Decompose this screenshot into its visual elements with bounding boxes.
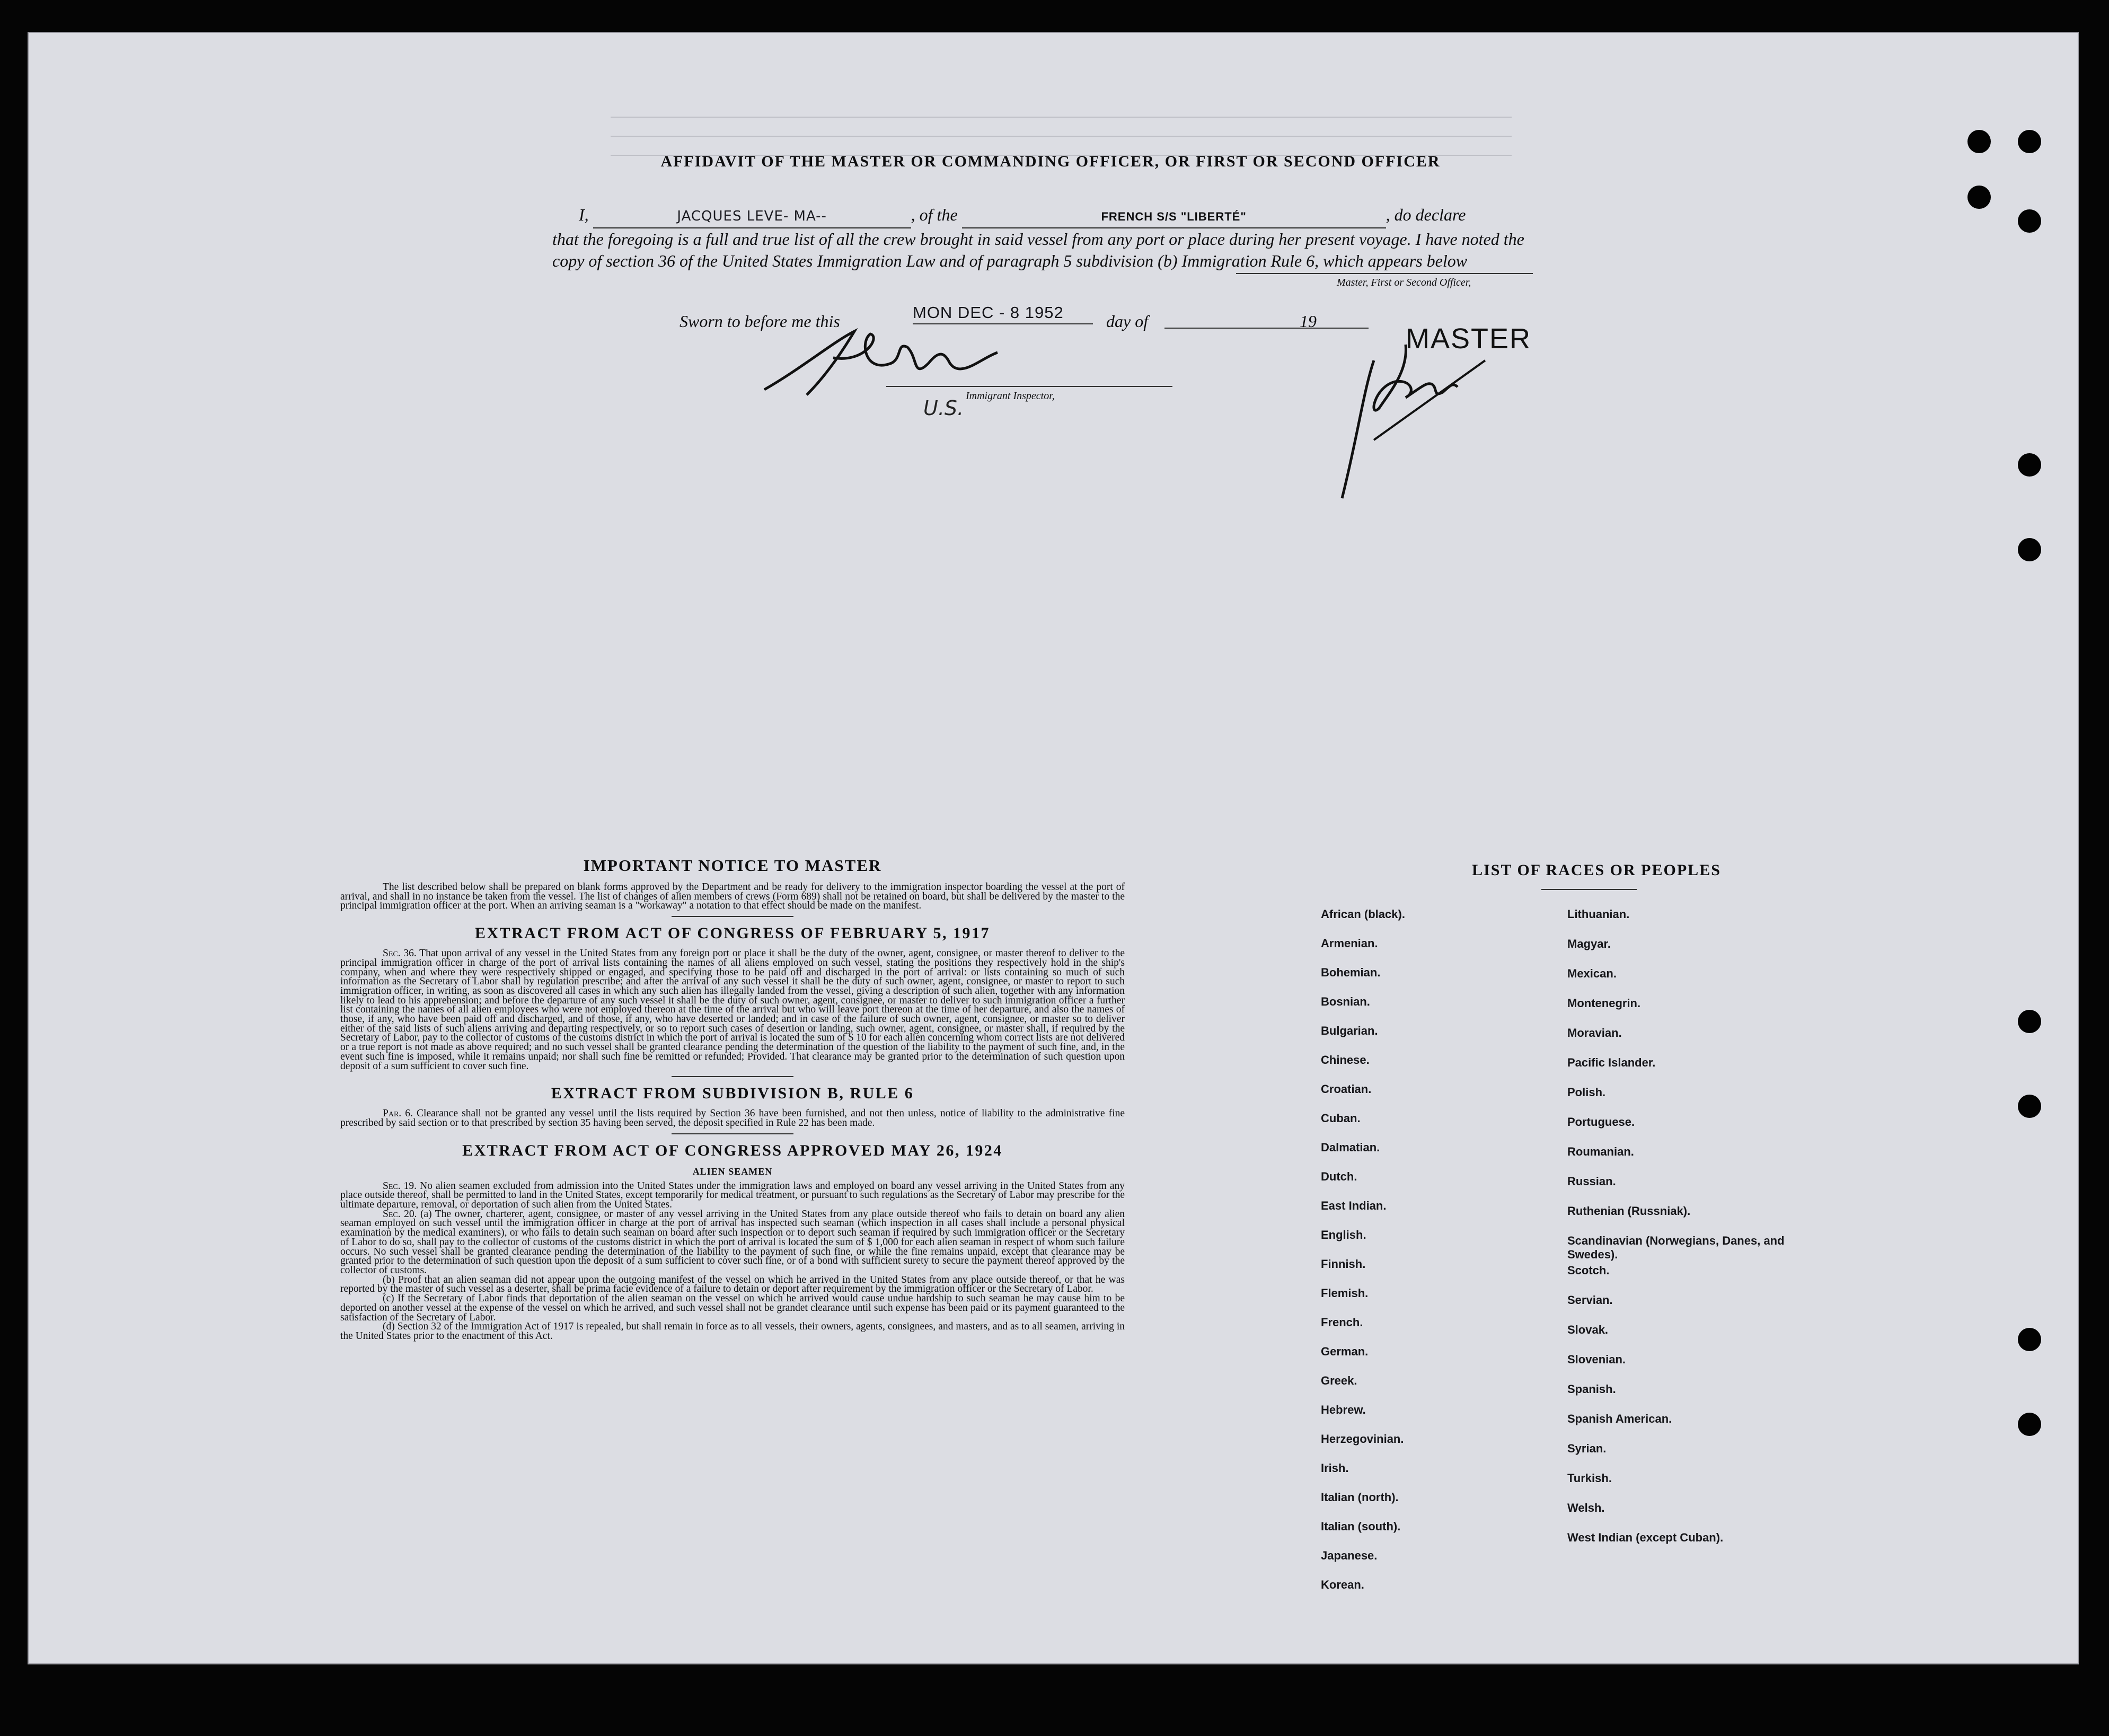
race-item: Scandinavian (Norwegians, Danes, and Swedes). (1567, 1234, 1785, 1261)
declaration-intro: I, (579, 205, 589, 224)
year-line (1321, 328, 1369, 329)
race-item: Welsh. (1567, 1501, 1605, 1514)
section-19-body: No alien seamen excluded from admission into the United States under the immigration laws and employed on board any vessel arriving in the United States from any place outside thereof, shall be permitted to land in the United States, except temporarily for medical treatment, or pursuant to such regulations as the Secretary of Labor may prescribe for the ultimate departure, removal, or deportation of such alien from the United States. (340, 1180, 1125, 1211)
race-item: Japanese. (1321, 1549, 1378, 1562)
bleed-through-line (611, 117, 1512, 118)
notice-title: IMPORTANT NOTICE TO MASTER (583, 856, 882, 875)
race-item: Italian (south). (1321, 1520, 1401, 1533)
divider (672, 1076, 793, 1077)
extract-1924-title: EXTRACT FROM ACT OF CONGRESS APPROVED MAY 26, 1924 (462, 1141, 1003, 1159)
race-item: Dutch. (1321, 1170, 1357, 1183)
affidavit-declaration (552, 204, 1549, 272)
races-list-left (1321, 907, 1405, 1607)
race-item: Italian (north). (1321, 1491, 1399, 1504)
punch-hole (2018, 209, 2041, 233)
race-item: German. (1321, 1345, 1369, 1358)
date-line (913, 323, 1093, 324)
race-item: Slovak. (1567, 1323, 1609, 1336)
race-item: Magyar. (1567, 937, 1611, 950)
rule-6-title: EXTRACT FROM SUBDIVISION B, RULE 6 (551, 1085, 914, 1103)
race-item: English. (1321, 1228, 1366, 1241)
section-20-label: Sec. 20. (383, 1208, 417, 1220)
race-item: Moravian. (1567, 1026, 1622, 1039)
race-item: East Indian. (1321, 1199, 1387, 1212)
master-stamp: MASTER (1406, 323, 1532, 355)
inspector-signature-line (886, 386, 1172, 387)
document-page (28, 32, 2079, 1664)
punch-hole (1967, 130, 1991, 153)
race-item: Spanish American. (1567, 1412, 1672, 1425)
race-item: Turkish. (1567, 1471, 1612, 1485)
section-19-text (340, 1182, 1125, 1210)
race-item: Greek. (1321, 1374, 1357, 1387)
race-item: Chinese. (1321, 1053, 1370, 1067)
race-item: Croatian. (1321, 1082, 1372, 1096)
race-item: Russian. (1567, 1175, 1616, 1188)
race-item: French. (1321, 1316, 1363, 1329)
race-item: Hebrew. (1321, 1403, 1366, 1416)
race-item: Korean. (1321, 1578, 1364, 1591)
race-item: Roumanian. (1567, 1145, 1634, 1158)
punch-hole (2018, 538, 2041, 561)
punch-hole (2018, 1413, 2041, 1436)
race-item: Finnish. (1321, 1257, 1366, 1271)
race-item: Slovenian. (1567, 1353, 1626, 1366)
races-title: LIST OF RACES OR PEOPLES (1472, 861, 1721, 879)
race-item: Scotch. (1567, 1264, 1610, 1277)
section-19-label: Sec. 19. (383, 1180, 417, 1192)
race-item: African (black). (1321, 907, 1405, 921)
section-20a-body: (a) The owner, charterer, agent, consignee, or master of any vessel arriving in the United States from any place outside thereof who fails to detain on board any alien seaman employed on such vessel until the immigration officer in charge at the port of arrival has inspected such seaman (which inspection in all cases shall include a personal physical examination by the medical examiners), or who fails to detain such seaman on board after such inspection or to deport such seaman if required by such immigration officer or the Secretary of Labor to do so, shall pay to the collector of customs of the customs district in which the port of arrival is located the sum of $ 1,000 for each alien seaman in respect of whom such failure occurs. No such vessel shall be granted clearance pending the determination of the liability to the payment of such fine, or while the fine remains unpaid, except that clearance may be granted prior to the determination of such question upon the deposit of a sum sufficient to cover such fine, or of a bond with sufficient surety to secure the payment thereof approved by the collector of customs. (340, 1208, 1125, 1276)
race-item: Spanish. (1567, 1382, 1616, 1396)
inspector-signature (759, 326, 1013, 400)
race-item: West Indian (except Cuban). (1567, 1531, 1724, 1544)
rule-6-text (340, 1109, 1125, 1127)
race-item: Pacific Islander. (1567, 1056, 1656, 1069)
divider (672, 916, 793, 917)
section-36-label: Sec. 36. (383, 948, 417, 959)
races-divider (1541, 889, 1637, 890)
race-item: Portuguese. (1567, 1115, 1635, 1129)
punch-hole (1967, 186, 1991, 209)
extract-1917-text (340, 949, 1125, 1071)
section-20d-text: (d) Section 32 of the Immigration Act of 1917 is repealed, but shall remain in force as to all vessels, their owners, agents, consignees, and masters, and as to all seamen, arriving in the United States prior to the enactment of this Act. (340, 1321, 1125, 1342)
race-item: Dalmatian. (1321, 1141, 1380, 1154)
paragraph-6-label: Par. 6. (383, 1108, 413, 1120)
race-item: Flemish. (1321, 1286, 1369, 1300)
race-item: Syrian. (1567, 1442, 1607, 1455)
section-20b-text: (b) Proof that an alien seaman did not appear upon the outgoing manifest of the vessel on which he arrived in the United States from any place outside thereof, or that he was reported by the master of such vessel as a deserter, shall be prima facie evidence of a failure to detain or deport after requirement by the immigration officer or the Secretary of Labor. (340, 1274, 1125, 1295)
races-list-right (1567, 907, 1790, 1561)
sworn-year: 19 (1300, 312, 1317, 331)
race-item: Montenegrin. (1567, 997, 1641, 1010)
sworn-day-of: day of (1106, 312, 1149, 331)
section-20a-text (340, 1210, 1125, 1275)
vessel-name-field: FRENCH S/S "LIBERTÉ" (962, 206, 1386, 228)
section-20c-text: (c) If the Secretary of Labor finds that deportation of the alien seaman on the vessel on which he arrived would cause undue hardship to such seaman he may cause him to be deported on another vessel at the expense of the vessel on which he arrived, and such vessel shall not be grandet clearance until such expense has been paid or its payment guaranteed to the satisfaction of the Secretary of Labor. (340, 1293, 1125, 1323)
inspector-caption: Immigrant Inspector, (966, 390, 1055, 402)
punch-hole (2018, 1010, 2041, 1033)
master-signature (1310, 329, 1512, 504)
race-item: Ruthenian (Russniak). (1567, 1204, 1691, 1218)
race-item: Herzegovinian. (1321, 1432, 1404, 1446)
extract-1917-title: EXTRACT FROM ACT OF CONGRESS OF FEBRUARY 5, 1917 (474, 924, 991, 942)
master-caption: Master, First or Second Officer, (1337, 277, 1471, 288)
race-item: Irish. (1321, 1461, 1349, 1475)
paragraph-6-body: Clearance shall not be granted any vessel until the lists required by Section 36 have been furnished, and not then unless, notice of liability to the administrative fine prescribed by said section or to that prescribed by section 35 having been served, the deposit specified in Rule 22 has been made. (340, 1108, 1125, 1129)
legal-notice-column (340, 856, 1125, 1341)
race-item: Lithuanian. (1567, 907, 1630, 921)
race-item: Polish. (1567, 1086, 1606, 1099)
race-item: Bohemian. (1321, 966, 1381, 979)
notice-text: The list described below shall be prepared on blank forms approved by the Department and be ready for delivery to the immigration inspector boarding the vessel at the port of arrival, and shall in no instance be taken from the vessel. The list of changes of alien members of crews (Form 689) shall not be retained on board, but shall be delivered by the master to the principal immigration officer at the port. When an arriving seaman is a "workaway" a notation to that effect should be made on the manifest. (340, 882, 1125, 912)
inspector-mark: U.S. (923, 396, 964, 420)
punch-hole (2018, 1095, 2041, 1118)
bleed-through-line (611, 136, 1512, 137)
race-item: Servian. (1567, 1293, 1613, 1307)
divider (672, 1133, 793, 1134)
alien-seamen-subtitle: ALIEN SEAMEN (692, 1166, 773, 1177)
race-item: Armenian. (1321, 937, 1378, 950)
of-the-label: , of the (911, 205, 958, 224)
declaration-body: that the foregoing is a full and true list of all the crew brought in said vessel from any port or place during her present voyage. I have noted the copy of section 36 of the United States Immigration Law and of paragraph 5 subdivision (b) Immigration Rule 6, which appears below (552, 230, 1524, 270)
affidavit-title: AFFIDAVIT OF THE MASTER OR COMMANDING OFFICER, OR FIRST OR SECOND OFFICER (660, 153, 1441, 170)
sworn-prefix: Sworn to before me this (680, 312, 840, 331)
section-36-body: That upon arrival of any vessel in the United States from any foreign port or place it shall be the duty of the owner, agent, consignee, or master thereof to deliver to the principal immigration officer in charge of the port of arrival lists containing the names of all aliens employed on such vessel, stating the positions they respectively hold in the ship's company, when and where they were respectively shipped or engaged, and specifying those to be paid off and discharged in the port of arrival: or lists containing so much of such information as the Secretary of Labor shall by regulation prescribe; and after the arrival of any such vessel it shall be the duty of such owner, agent, consignee, or master to report to such immigration officer, in writing, as soon as discovered all cases in which any such alien has illegally landed from the vessel, giving a description of such alien, together with any information likely to lead to his apprehension; and before the departure of any such vessel it shall be the duty of such owner, agent, consignee, or master to deliver to such immigration officer a further list containing the names of all alien employees who were not employed thereon at the time of the arrival but who will leave port thereon at the time of her departure, and also the names of those, if any, who have been paid off and discharged, and of those, if any, who have deserted or landed; and in case of the failure of such owner, agent, consignee, or master so to deliver either of the said lists of such aliens arriving and departing respectively, or so to report such cases of desertion or landing, such owner, agent, consignee, or master shall, if required by the Secretary of Labor, pay to the collector of customs of the customs district in which the port of arrival is located the sum of $ 10 for each alien concerning whom correct lists are not delivered or a true report is not made as above required; and no such vessel shall be granted clearance pending the determination of the question of the liability to the payment of such fine, and, in the event such fine is imposed, while it remains unpaid; nor shall such fine be remitted or refunded; Provided. That clearance may be granted prior to the determination of such question upon deposit of a sum sufficient to cover such fine. (340, 948, 1125, 1072)
master-name-field: JACQUES LEVE- MA-- (593, 206, 911, 228)
race-item: Bulgarian. (1321, 1024, 1378, 1037)
race-item: Mexican. (1567, 967, 1617, 980)
punch-hole (2018, 130, 2041, 153)
race-item: Bosnian. (1321, 995, 1370, 1008)
date-stamp: MON DEC - 8 1952 (913, 303, 1064, 322)
do-declare-label: , do declare (1386, 205, 1466, 224)
race-item: Cuban. (1321, 1112, 1361, 1125)
punch-hole (2018, 453, 2041, 477)
punch-hole (2018, 1328, 2041, 1351)
master-signature-line (1236, 273, 1533, 274)
